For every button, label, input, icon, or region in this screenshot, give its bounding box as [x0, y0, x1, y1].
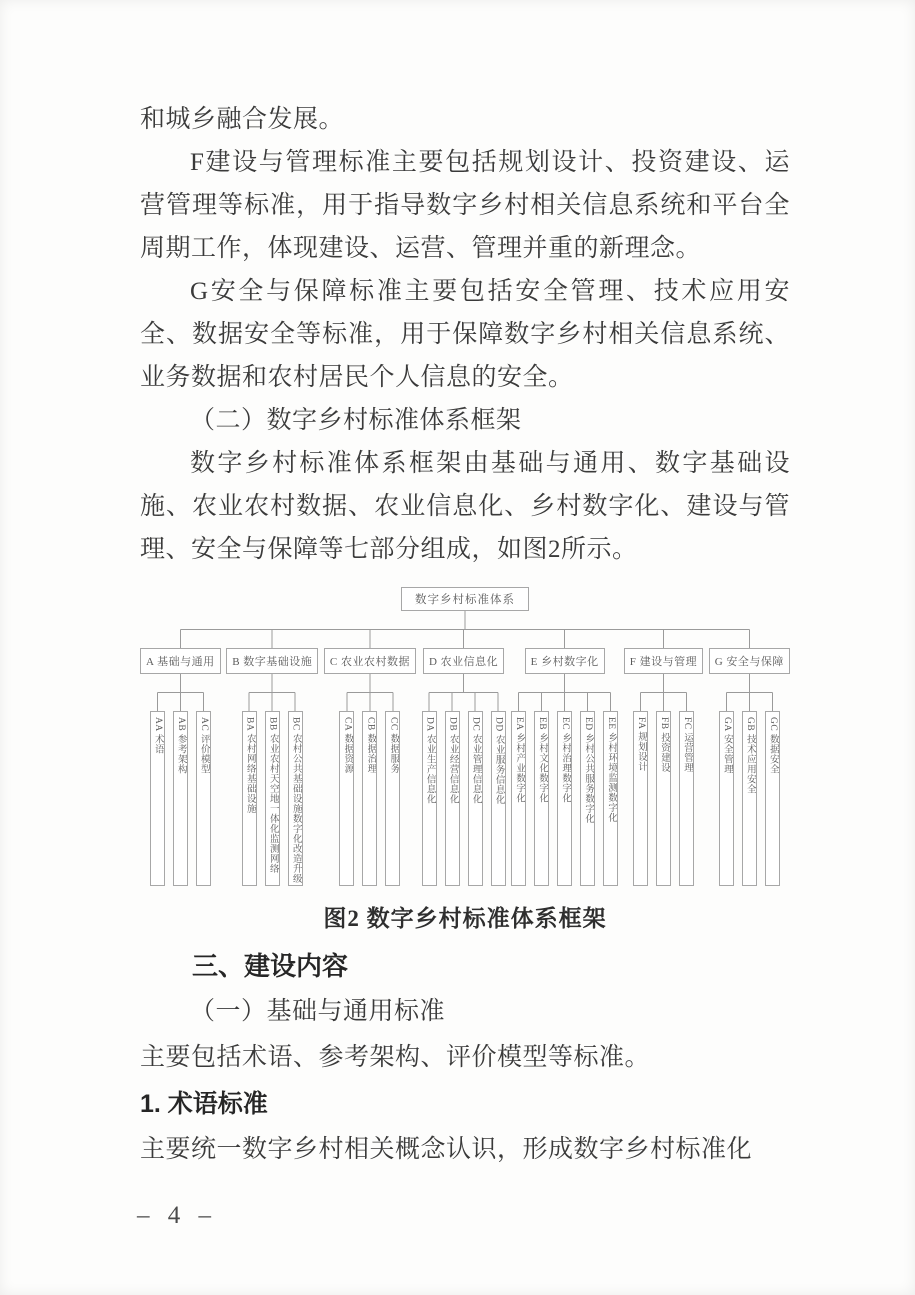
heading: 三、建设内容	[192, 951, 349, 981]
paragraph: （一）基础与通用标准	[190, 998, 446, 1025]
chart-item-box: EE 乡村环境监测数字化	[603, 711, 618, 886]
chart-category-box: A 基础与通用	[140, 648, 221, 674]
chart-category-box: G 安全与保障	[709, 648, 790, 674]
chart-item-box: AB 参考架构	[173, 711, 188, 886]
chart-group-c	[324, 648, 416, 886]
chart-children-row	[339, 711, 400, 886]
chart-item-box: BB 农业农村天空地一体化监测网络	[265, 711, 280, 886]
page-number: – 4 –	[137, 1202, 217, 1229]
chart-item-box: EC 乡村治理数字化	[557, 711, 572, 886]
chart-item-box: DB 农业经营信息化	[445, 711, 460, 886]
chart-group-d	[422, 648, 506, 886]
chart-group-f	[624, 648, 703, 886]
chart-item-box: FA 规划设计	[633, 711, 648, 886]
chart-item-box: ED 乡村公共服务数字化	[580, 711, 595, 886]
figure-caption: 图2 数字乡村标准体系框架	[323, 906, 607, 931]
chart-item-box: AC 评价模型	[196, 711, 211, 886]
chart-group-g	[709, 648, 790, 886]
chart-category-box: D 农业信息化	[423, 648, 504, 674]
paragraph: F建设与管理标准主要包括规划设计、投资建设、运营管理等标准，用于指导数字乡村相关信息系统和平台全周期工作，体现建设、运营、管理并重的新理念。	[140, 149, 790, 262]
chart-groups-row	[140, 648, 790, 886]
chart-root-box: 数字乡村标准体系	[401, 587, 529, 611]
body-text-top	[140, 98, 790, 571]
chart-item-box: EA 乡村产业数字化	[511, 711, 526, 886]
chart-item-box: FC 运营管理	[679, 711, 694, 886]
chart-children-row	[150, 711, 211, 886]
heading: 1. 术语标准	[140, 1090, 268, 1118]
chart-item-box: EB 乡村文化数字化	[534, 711, 549, 886]
chart-group-a	[140, 648, 221, 886]
paragraph: 主要包括术语、参考架构、评价模型等标准。	[140, 1044, 651, 1071]
figure-chart	[140, 587, 790, 886]
chart-item-box: GB 技术应用安全	[742, 711, 757, 886]
paragraph: 和城乡融合发展。	[140, 106, 345, 133]
chart-item-box: GC 数据安全	[765, 711, 780, 886]
paragraph: （二）数字乡村标准体系框架	[190, 407, 522, 434]
chart-item-box: CB 数据治理	[362, 711, 377, 886]
chart-item-box: DD 农业服务信息化	[491, 711, 506, 886]
chart-children-row	[242, 711, 303, 886]
chart-category-box: C 农业农村数据	[324, 648, 416, 674]
chart-children-row	[719, 711, 780, 886]
chart-item-box: DC 农业管理信息化	[468, 711, 483, 886]
chart-children-row	[422, 711, 506, 886]
chart-category-box: F 建设与管理	[624, 648, 703, 674]
chart-group-e	[511, 648, 618, 886]
chart-item-box: BA 农村网络基础设施	[242, 711, 257, 886]
chart-item-box: CC 数据服务	[385, 711, 400, 886]
chart-item-box: FB 投资建设	[656, 711, 671, 886]
chart-item-box: BC 农村公共基础设施数字化改造升级	[288, 711, 303, 886]
chart-category-box: E 乡村数字化	[525, 648, 605, 674]
chart-children-row	[511, 711, 618, 886]
chart-category-box: B 数字基础设施	[226, 648, 318, 674]
paragraph: 主要统一数字乡村相关概念认识，形成数字乡村标准化	[140, 1136, 753, 1163]
chart-group-b	[226, 648, 318, 886]
paragraph: G安全与保障标准主要包括安全管理、技术应用安全、数据安全等标准，用于保障数字乡村相关信息系统、业务数据和农村居民个人信息的安全。	[140, 278, 790, 391]
paragraph: 数字乡村标准体系框架由基础与通用、数字基础设施、农业农村数据、农业信息化、乡村数字化、建设与管理、安全与保障等七部分组成，如图2所示。	[140, 450, 790, 563]
chart-item-box: GA 安全管理	[719, 711, 734, 886]
chart-children-row	[633, 711, 694, 886]
chart-item-box: CA 数据资源	[339, 711, 354, 886]
chart-item-box: DA 农业生产信息化	[422, 711, 437, 886]
chart-item-box: AA 术语	[150, 711, 165, 886]
body-text-bottom	[140, 943, 790, 1173]
